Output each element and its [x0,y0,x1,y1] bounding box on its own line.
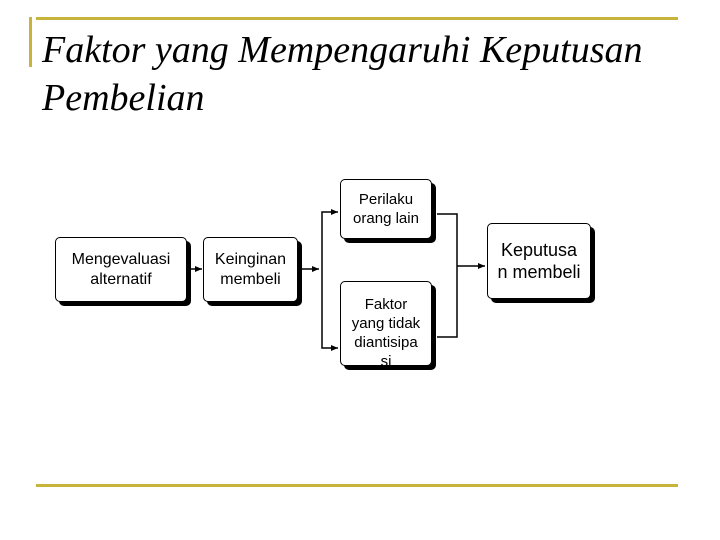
node-label-line: Keputusa [500,240,578,260]
node-label-line: Perilaku [358,191,414,208]
arrow-to-others [322,212,338,269]
node-label-line: diantisipa [354,333,418,351]
node-label-line: Faktor [364,295,408,313]
bottom-accent-rule [36,484,678,487]
node-purchase-intention [203,237,298,302]
node-evaluate-alternatives [55,237,187,302]
node-label-line: alternatif [90,270,152,288]
node-purchase-decision [487,223,591,299]
arrow-to-unforeseen [322,269,338,348]
title-line-1: Faktor yang Mempengaruhi Keputusan [42,29,643,71]
node-label-line: n membeli [497,262,581,282]
node-label-line: Mengevaluasi [71,250,171,268]
line-from-others [437,214,457,266]
node-others-attitudes [340,179,432,239]
node-unanticipated-factors [340,281,432,370]
node-label-line: yang tidak [351,314,421,332]
line-from-unforeseen [437,266,457,337]
node-label-line: Keinginan [214,250,287,268]
title-line-2: Pembelian [42,77,205,119]
node-label-line: orang lain [353,210,419,227]
node-label-line: si [380,352,392,370]
node-label-line: membeli [220,270,281,288]
